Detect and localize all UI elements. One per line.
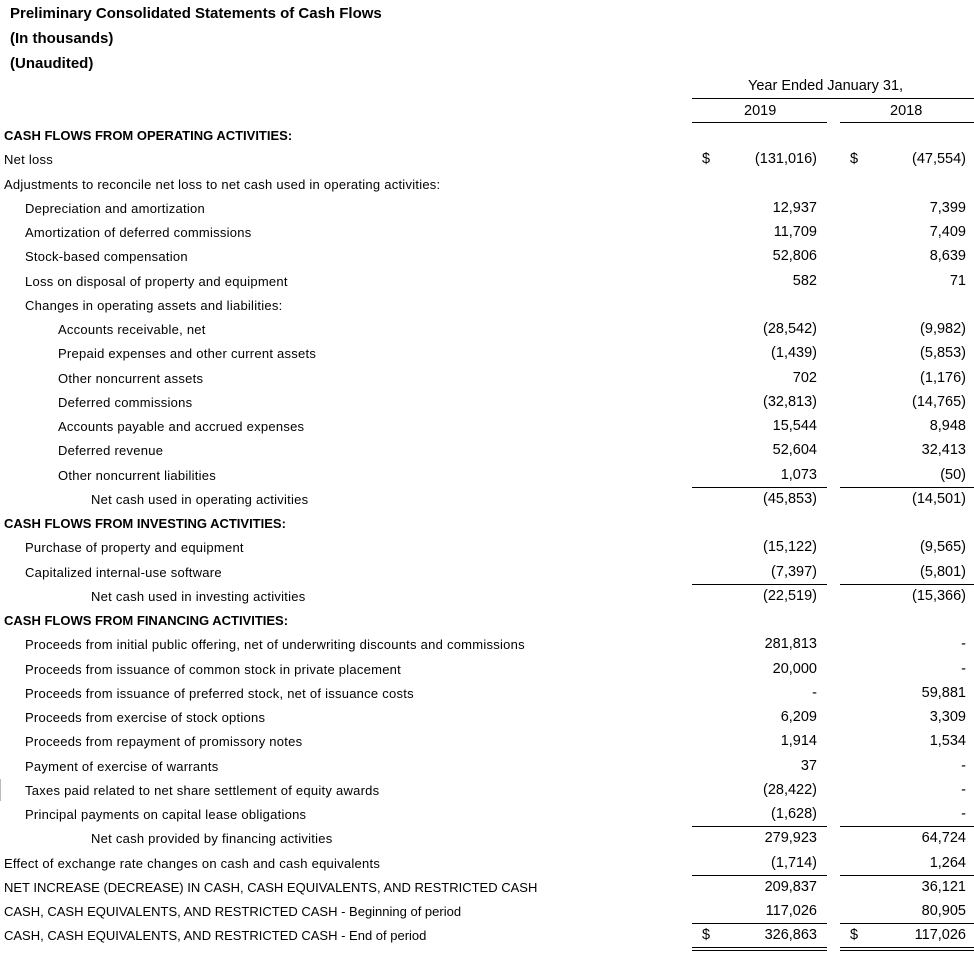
value-2018: (9,565)	[920, 539, 966, 556]
value-2019: 1,073	[780, 466, 817, 483]
row-label: Payment of exercise of warrants	[25, 758, 219, 774]
value-2018: (50)	[940, 466, 966, 483]
column-header-2018: 2018	[890, 103, 923, 119]
row-label: Amortization of deferred commissions	[25, 225, 252, 240]
value-2019: (1,714)	[771, 854, 817, 871]
value-2019: (45,853)	[762, 490, 817, 507]
value-2019: (1,439)	[771, 345, 817, 362]
value-2018: 80,905	[921, 903, 966, 919]
table-row	[0, 197, 974, 221]
table-row	[0, 706, 974, 730]
row-label: Prepaid expenses and other current assets	[58, 346, 317, 362]
value-2019: 326,863	[764, 927, 817, 944]
value-2018: -	[961, 660, 966, 677]
row-label: Accounts payable and accrued expenses	[58, 419, 305, 434]
row-label: Principal payments on capital lease obligations	[25, 807, 307, 822]
row-label: NET INCREASE (DECREASE) IN CASH, CASH EQUIVALENTS, AND RESTRICTED CASH	[4, 879, 538, 895]
table-row	[0, 367, 974, 391]
table-row	[0, 439, 974, 463]
row-label: CASH, CASH EQUIVALENTS, AND RESTRICTED CASH - Beginning of period	[4, 904, 462, 919]
value-2019: (22,519)	[762, 587, 817, 604]
row-label: Net loss	[4, 152, 53, 168]
table-row	[0, 755, 974, 779]
total-double-rule	[840, 950, 974, 951]
table-row	[0, 245, 974, 269]
value-2018: (1,176)	[920, 369, 966, 386]
value-2018: (15,366)	[911, 587, 966, 604]
column-2019-rule	[692, 122, 827, 123]
row-label: Net cash provided by financing activities	[91, 831, 333, 847]
row-label: Deferred revenue	[58, 443, 164, 459]
value-2018: 117,026	[914, 927, 966, 944]
table-row	[0, 803, 974, 827]
row-label: Taxes paid related to net share settlement of equity awards	[25, 782, 380, 798]
currency-symbol-2018: $	[850, 927, 859, 944]
row-label: Adjustments to reconcile net loss to net cash used in operating activities:	[4, 176, 441, 192]
table-row	[0, 221, 974, 245]
value-2018: 7,409	[929, 224, 966, 240]
value-2018: 32,413	[921, 442, 966, 459]
value-2018: 1,264	[929, 854, 966, 871]
row-label: Stock-based compensation	[25, 249, 188, 265]
currency-symbol-2018: $	[850, 151, 859, 168]
value-2018: 71	[949, 272, 966, 289]
value-2019: (15,122)	[762, 539, 817, 556]
currency-symbol-2019: $	[702, 151, 711, 168]
value-2019: 279,923	[764, 830, 817, 847]
table-row	[0, 318, 974, 342]
row-label: CASH, CASH EQUIVALENTS, AND RESTRICTED CASH - End of period	[4, 928, 427, 944]
value-2019: 52,806	[772, 248, 817, 265]
period-header-rule	[692, 98, 974, 99]
currency-symbol-2019: $	[702, 927, 711, 944]
table-row	[0, 391, 974, 415]
value-2018: 59,881	[921, 684, 966, 701]
table-row	[0, 852, 974, 876]
value-2018: -	[961, 757, 966, 774]
value-2018: (14,765)	[911, 393, 966, 410]
row-label: Proceeds from repayment of promissory notes	[25, 734, 303, 750]
value-2019: (7,397)	[771, 563, 817, 580]
table-row	[0, 342, 974, 366]
row-label: Other noncurrent assets	[58, 370, 204, 386]
value-2019: 15,544	[772, 418, 817, 434]
table-row	[0, 900, 974, 924]
row-label: Net cash used in operating activities	[91, 491, 309, 507]
value-2019: 281,813	[764, 636, 817, 653]
table-row	[0, 415, 974, 439]
value-2018: (47,554)	[911, 151, 966, 168]
total-double-rule	[692, 950, 827, 951]
value-2018: (9,982)	[920, 321, 966, 337]
row-label: Net cash used in investing activities	[91, 588, 306, 604]
table-row	[0, 730, 974, 754]
subtotal-rule	[840, 947, 974, 948]
value-2018: (5,853)	[920, 345, 966, 362]
table-row	[0, 464, 974, 488]
value-2019: (131,016)	[754, 151, 817, 168]
row-label: CASH FLOWS FROM INVESTING ACTIVITIES:	[4, 516, 286, 531]
value-2019: 117,026	[765, 903, 817, 919]
value-2019: 702	[792, 369, 817, 386]
table-row	[0, 173, 974, 197]
row-label: Proceeds from initial public offering, net of underwriting discounts and commissions	[25, 637, 525, 653]
table-row	[0, 512, 974, 536]
value-2019: 1,914	[780, 733, 817, 750]
row-label: Purchase of property and equipment	[25, 540, 244, 556]
value-2018: 8,948	[929, 418, 966, 434]
value-2018: -	[961, 806, 966, 822]
value-2019: 6,209	[780, 709, 817, 725]
value-2019: 37	[800, 757, 817, 774]
subtotal-rule	[692, 947, 827, 948]
value-2018: -	[961, 781, 966, 798]
table-row	[0, 270, 974, 294]
table-row	[0, 779, 974, 803]
row-label: Loss on disposal of property and equipment	[25, 273, 288, 289]
table-row	[0, 536, 974, 560]
table-row	[0, 658, 974, 682]
value-2018: 7,399	[929, 199, 966, 216]
row-selection-marker	[0, 779, 1, 801]
table-row	[0, 585, 974, 609]
value-2019: 52,604	[772, 442, 817, 459]
table-row	[0, 633, 974, 657]
table-row	[0, 827, 974, 851]
value-2018: (5,801)	[920, 563, 966, 580]
table-row	[0, 148, 974, 172]
value-2019: (28,542)	[762, 321, 817, 337]
row-label: Other noncurrent liabilities	[58, 467, 217, 483]
value-2018: -	[961, 636, 966, 653]
value-2018: 64,724	[921, 830, 966, 847]
table-row	[0, 924, 974, 948]
value-2019: 11,709	[773, 224, 817, 240]
value-2019: 209,837	[764, 878, 817, 895]
value-2018: 3,309	[929, 709, 966, 725]
statement-units: (In thousands)	[10, 30, 114, 47]
row-label: Proceeds from issuance of common stock in private placement	[25, 661, 402, 677]
value-2019: 20,000	[772, 660, 817, 677]
row-label: Proceeds from issuance of preferred stock, net of issuance costs	[25, 685, 414, 701]
value-2019: 582	[792, 272, 817, 289]
value-2019: (28,422)	[762, 781, 817, 798]
value-2018: 36,121	[921, 878, 966, 895]
value-2018: 8,639	[929, 248, 966, 265]
value-2019: (32,813)	[762, 393, 817, 410]
table-row	[0, 488, 974, 512]
value-2019: 12,937	[772, 199, 817, 216]
row-label: Effect of exchange rate changes on cash and cash equivalents	[4, 855, 381, 871]
value-2018: (14,501)	[911, 490, 966, 507]
table-row	[0, 609, 974, 633]
row-label: Deferred commissions	[58, 394, 193, 410]
value-2019: (1,628)	[771, 806, 817, 822]
column-2018-rule	[840, 122, 974, 123]
column-header-2019: 2019	[744, 103, 777, 119]
row-label: Capitalized internal-use software	[25, 564, 222, 580]
table-row	[0, 876, 974, 900]
statement-title: Preliminary Consolidated Statements of Cash Flows	[10, 5, 382, 22]
value-2019: -	[812, 684, 817, 701]
row-label: Proceeds from exercise of stock options	[25, 710, 266, 725]
row-label: Depreciation and amortization	[25, 200, 205, 216]
row-label: Changes in operating assets and liabilities:	[25, 297, 283, 313]
statement-audit-status: (Unaudited)	[10, 55, 94, 72]
table-row	[0, 294, 974, 318]
table-row	[0, 682, 974, 706]
table-row	[0, 561, 974, 585]
row-label: CASH FLOWS FROM FINANCING ACTIVITIES:	[4, 613, 289, 628]
row-label: CASH FLOWS FROM OPERATING ACTIVITIES:	[4, 128, 293, 143]
value-2018: 1,534	[929, 733, 966, 750]
period-header: Year Ended January 31,	[748, 78, 904, 94]
row-label: Accounts receivable, net	[58, 322, 206, 337]
table-row	[0, 124, 974, 148]
